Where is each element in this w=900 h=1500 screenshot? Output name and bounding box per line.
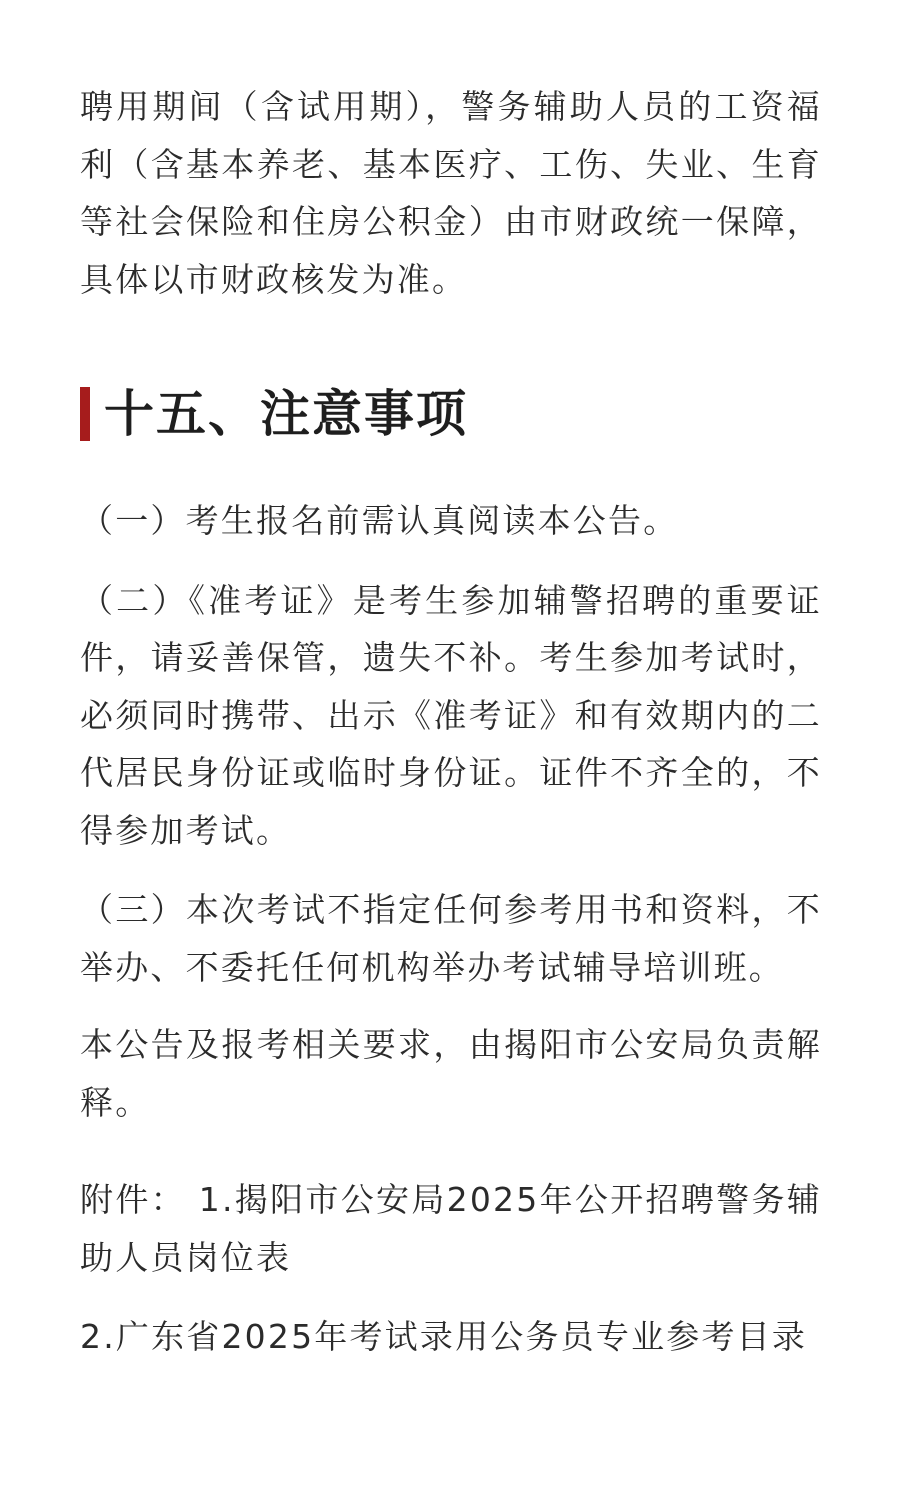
section-heading (80, 386, 822, 442)
interpretation-statement: 本公告及报考相关要求，由揭阳市公安局负责解释。 (80, 1025, 822, 1122)
notice-item-1: （一）考生报名前需认真阅读本公告。 (80, 501, 679, 540)
notice-item-3: （三）本次考试不指定任何参考用书和资料，不举办、不委托任何机构举办考试辅导培训班。 (80, 890, 822, 987)
section-title: 十五、注意事项 (104, 385, 468, 443)
intro-paragraph: 聘用期间（含试用期），警务辅助人员的工资福利（含基本养老、基本医疗、工伤、失业、生育等社会保险和住房公积金）由市财政统一保障，具体以市财政核发为准。 (80, 87, 822, 299)
attachment-2: 2.广东省2025年考试录用公务员专业参考目录 (80, 1317, 808, 1356)
document-body (80, 78, 822, 1366)
heading-accent-bar (80, 387, 90, 441)
notice-item-2: （二）《准考证》是考生参加辅警招聘的重要证件，请妥善保管，遗失不补。考生参加考试时，必须同时携带、出示《准考证》和有效期内的二代居民身份证或临时身份证。证件不齐全的，不得参加考试。 (80, 580, 822, 850)
attachment-1: 附件： 1.揭阳市公安局2025年公开招聘警务辅助人员岗位表 (80, 1180, 822, 1277)
